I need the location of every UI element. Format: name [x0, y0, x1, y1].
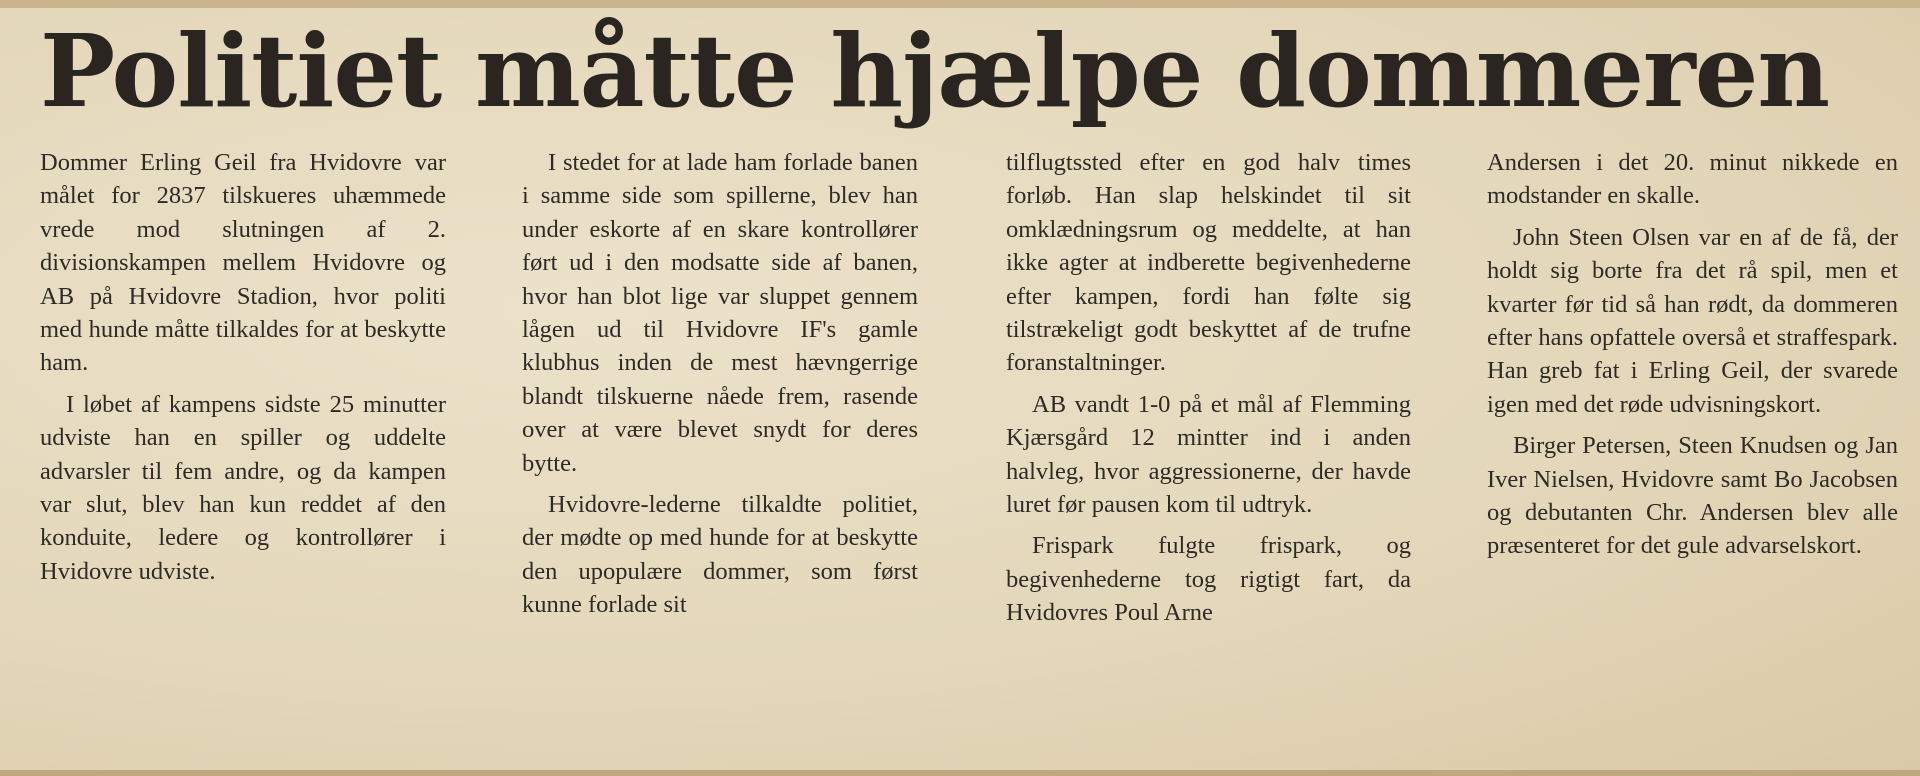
article-paragraph: I løbet af kampens sidste 25 minutter udviste han en spiller og uddelte advarsler til fem andre, og da kampen var slut, blev han kun reddet af den konduite, ledere og kontrollører i Hvidovre udviste. — [40, 390, 446, 585]
article-paragraph: Andersen i det 20. minut nikkede en modstander en skalle. — [1487, 149, 1898, 210]
article-paragraph: Dommer Erling Geil fra Hvidovre var målet for 2837 tilskueres uhæmmede vrede mod slutningen af 2. divisionskampen mellem Hvidovre og AB på Hvidovre Stadion, hvor politi med hunde måtte tilkaldes for at beskytte ham. — [40, 149, 446, 377]
article-column-3 — [952, 146, 1433, 766]
article-column-4 — [1433, 146, 1910, 766]
article-body — [40, 146, 1910, 766]
article-paragraph: AB vandt 1-0 på et mål af Flemming Kjærsgård 12 mintter ind i anden halvleg, hvor aggressionerne, der havde luret før pausen kom til udtryk. — [1006, 390, 1411, 519]
article-paragraph: Frispark fulgte frispark, og begivenhederne tog rigtigt fart, da Hvidovres Poul Arne — [1006, 532, 1411, 627]
paper-edge-bottom — [0, 770, 1920, 776]
article-paragraph: I stedet for at lade ham forlade banen i samme side som spillerne, blev han under eskorte af en skare kontrollører ført ud i den modsatte side af banen, hvor han blot lige var sluppet gennem lågen ud til Hvidovre IF's gamle klubhus inden de mest hævngerrige blandt tilskuerne nåede frem, rasende over at være blevet snydt for deres bytte. — [522, 149, 918, 477]
article-paragraph: Hvidovre-lederne tilkaldte politiet, der mødte op med hunde for at beskytte den upopulære dommer, som først kunne forlade sit — [522, 491, 918, 619]
article-paragraph: tilflugtssted efter en god halv times forløb. Han slap helskindet til sit omklædningsrum og meddelte, at han ikke agter at indberette begivenhederne efter kampen, fordi han følte sig tilstrækeligt godt beskyttet af de trufne foranstaltninger. — [1006, 149, 1411, 377]
article-paragraph: Birger Petersen, Steen Knudsen og Jan Iver Nielsen, Hvidovre samt Bo Jacobsen og debutanten Chr. Andersen blev alle præsenteret for det gule advarselskort. — [1487, 432, 1898, 560]
article-column-1 — [40, 146, 476, 766]
article-headline: Politiet måtte hjælpe dommeren — [40, 12, 1830, 130]
article-column-2 — [476, 146, 952, 766]
article-paragraph: John Steen Olsen var en af de få, der holdt sig borte fra det rå spil, men et kvarter før tid så han rødt, da dommeren efter hans opfattele overså et straffespark. Han greb fat i Erling Geil, der svarede igen med det røde udvisningskort. — [1487, 223, 1898, 418]
